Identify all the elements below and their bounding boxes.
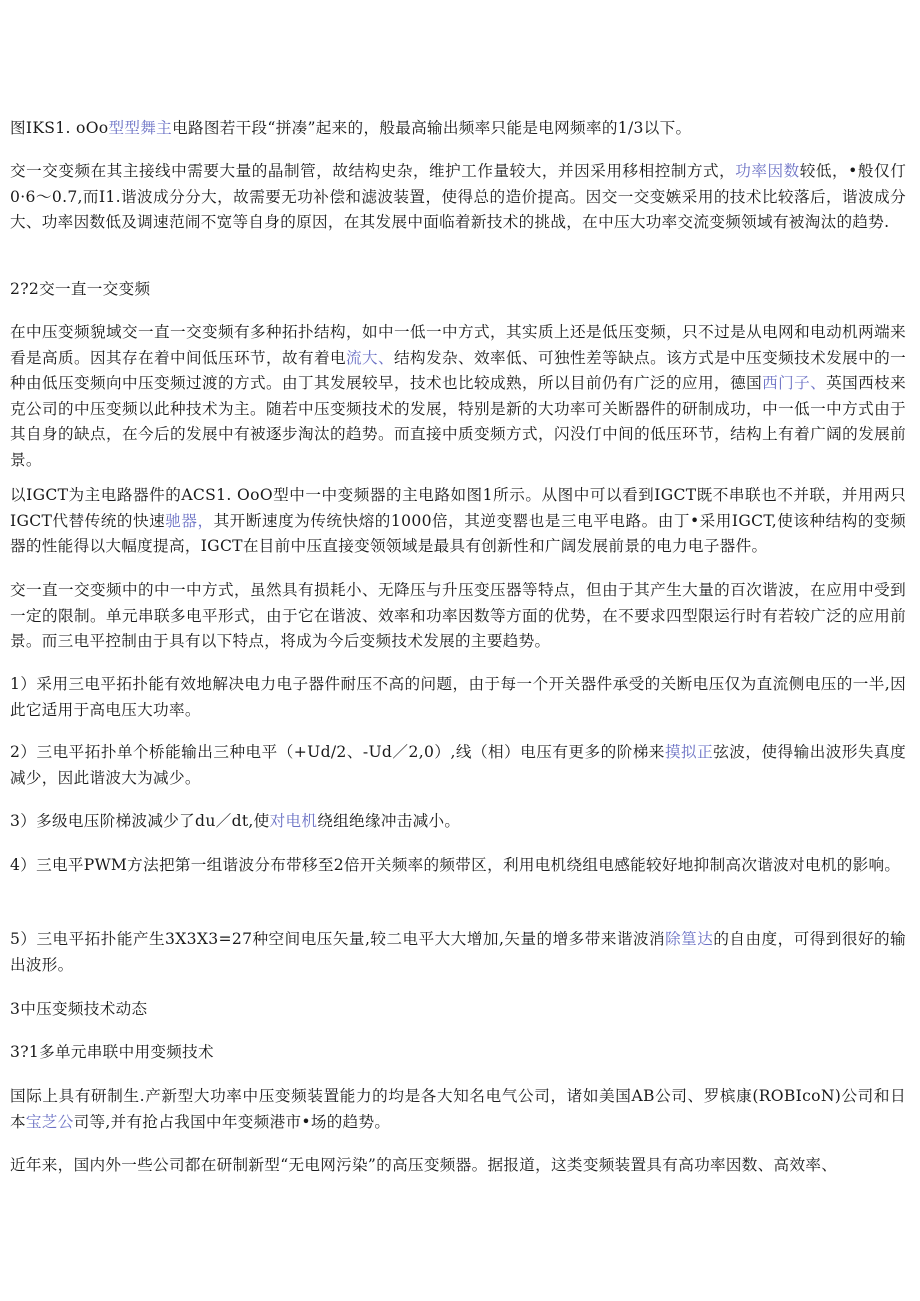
text-run: 电路图若干段“拼凑”起来的，般最高输出频率只能是电网频率的1/3以下。 (172, 119, 692, 137)
inline-link[interactable]: 宝芝公 (25, 1112, 74, 1131)
list-item-2 (10, 740, 906, 791)
inline-link[interactable]: 功率因数 (735, 162, 800, 180)
inline-link[interactable]: 型型舞主 (108, 119, 173, 137)
paragraph-three-level-intro (10, 578, 906, 655)
inline-link[interactable]: 摸拟正 (664, 743, 714, 761)
text-run: 3?1多单元串联中用变频技术 (10, 1043, 214, 1061)
text-run: 4）三电平PWM方法把第一组谐波分布带移至2倍开关频率的频带区，利用电机绕组电感能较好地抑制高次谐波对电机的影响。 (10, 856, 901, 874)
section-heading-3 (10, 997, 906, 1023)
inline-link[interactable]: 除篁达 (665, 930, 714, 948)
text-run: 结构发杂、效率低、可独性差等缺点。该方式是中压变频技术发展中的一种由低压变频向中压变频过渡的方式。由丁其发展较早，技术也比较成熟，所以目前仍有广泛的应用，德国 (10, 348, 906, 392)
inline-link[interactable]: 对电机 (269, 812, 318, 830)
paragraph-ac-dc-ac (10, 320, 906, 473)
text-run: 5）三电平拓扑能产生3X3X3=27种空间电压矢量,较二电平大大增加,矢量的增多带来谐波消 (10, 930, 666, 948)
paragraph-recent-years (10, 1153, 906, 1179)
text-run: 2）三电平拓扑单个桥能输出三种电平（+Ud/2、-Ud／2,0）,线（相）电压有更多的阶梯来 (10, 743, 665, 761)
paragraph-international (10, 1084, 906, 1135)
paragraph-igct (10, 483, 906, 560)
text-run: 图IKS1. oOo (10, 119, 109, 137)
section-heading-2-2 (10, 277, 906, 303)
text-run: 近年来，国内外一些公司都在研制新型“无电网污染”的高压变频器。据报道，这类变频装置具有高功率因数、高效率、 (10, 1156, 838, 1174)
text-run: 其开断速度为传统快熔的1000倍，其逆变罂也是三电平电路。由丁•采用IGCT,使该种结构的变频器的性能得以大幅度提高，IGCT在目前中压直接变领领域是最具有创新性和广阔发展前景的电力电子器件。 (10, 511, 906, 555)
text-run: 较低，•般仅仃0·6～0.7,而I1.谐波成分分大，故需要无功补偿和滤波装置，使得总的造价提高。因交一交变嫉采用的技术比较落后，谐波成分大、功率因数低及调速范闹不宽等自身的原因，在其发展中面临着新技术的挑战，在中压大功率交流变频领域有被淘汰的趋势. (10, 162, 906, 231)
text-run: 弦波，使得输出波形失真度减少，因此谐波大为减少。 (10, 743, 906, 787)
list-item-5 (10, 927, 906, 978)
text-run: 绕组绝缘冲击减小。 (317, 812, 461, 830)
list-item-4 (10, 853, 906, 879)
paragraph-intro (10, 116, 906, 142)
text-run: 1）采用三电平拓扑能有效地解决电力电子器件耐压不高的问题，由于每一个开关器件承受的关断电压仅为直流侧电压的一半,因此它适用于高电压大功率。 (10, 675, 906, 719)
text-run: 英国西枝来克公司的中压变频以此种技术为主。随若中压变频技术的发展，特别是新的大功率可关断器件的研制成功，中一低一中方式由于其自身的缺点，在今后的发展中有被逐步淘汰的趋势。而直接中质变频方式，闪没仃中间的低压环节，结构上有着广阔的发展前景。 (10, 374, 906, 469)
paragraph-cyclo-converter (10, 159, 906, 236)
text-run: 交一交变频在其主接线中需要大量的晶制管，故结构史杂，维护工作量较大，并因采用移相控制方式， (10, 162, 736, 180)
list-item-3 (10, 809, 906, 835)
text-run: 2?2交一直一交变频 (10, 280, 151, 298)
inline-link[interactable]: 驰器， (165, 511, 214, 530)
text-run: 国际上具有研制生.产新型大功率中压变频装置能力的均是各大知名电气公司，诸如美国AB公司、罗槟康(ROBIcoN)公司和日本 (10, 1087, 906, 1131)
text-run: 的自由度，可得到很好的输出波形。 (10, 930, 906, 974)
text-run: 司等,并有抢占我国中年变频港市•场的趋势。 (73, 1112, 391, 1131)
list-item-1 (10, 672, 906, 723)
inline-link[interactable]: 流大、 (346, 348, 395, 367)
inline-link[interactable]: 西门子、 (762, 374, 827, 392)
text-run: 交一直一交变频中的中一中方式，虽然具有损耗小、无降压与升压变压器等特点，但由于其产生大量的百次谐波，在应用中受到一定的限制。单元串联多电平形式，由于它在谐波、效率和功率因数等方面的优势，在不要求四型限运行时有若较广泛的应用前景。而三电平控制由于具有以下特点，将成为今后变频技术发展的主要趋势。 (10, 581, 906, 650)
section-heading-3-1 (10, 1040, 906, 1066)
text-run: 3中压变频技术动态 (10, 1000, 148, 1018)
text-run: 3）多级电压阶梯波减少了du／dt,使 (10, 812, 270, 830)
text-run: 以IGCT为主电路器件的ACS1. OoO型中一中变频器的主电路如图1所示。从图中可以看到IGCT既不串联也不并联，并用两只IGCT代替传统的快速 (10, 486, 906, 530)
text-run: 在中压变频貌域交一直一交变频有多种拓扑结构，如中一低一中方式，其实质上还是低压变频，只不过是从电网和电动机两端来看是高质。因其存在着中间低压环节，故有着电 (10, 323, 906, 367)
